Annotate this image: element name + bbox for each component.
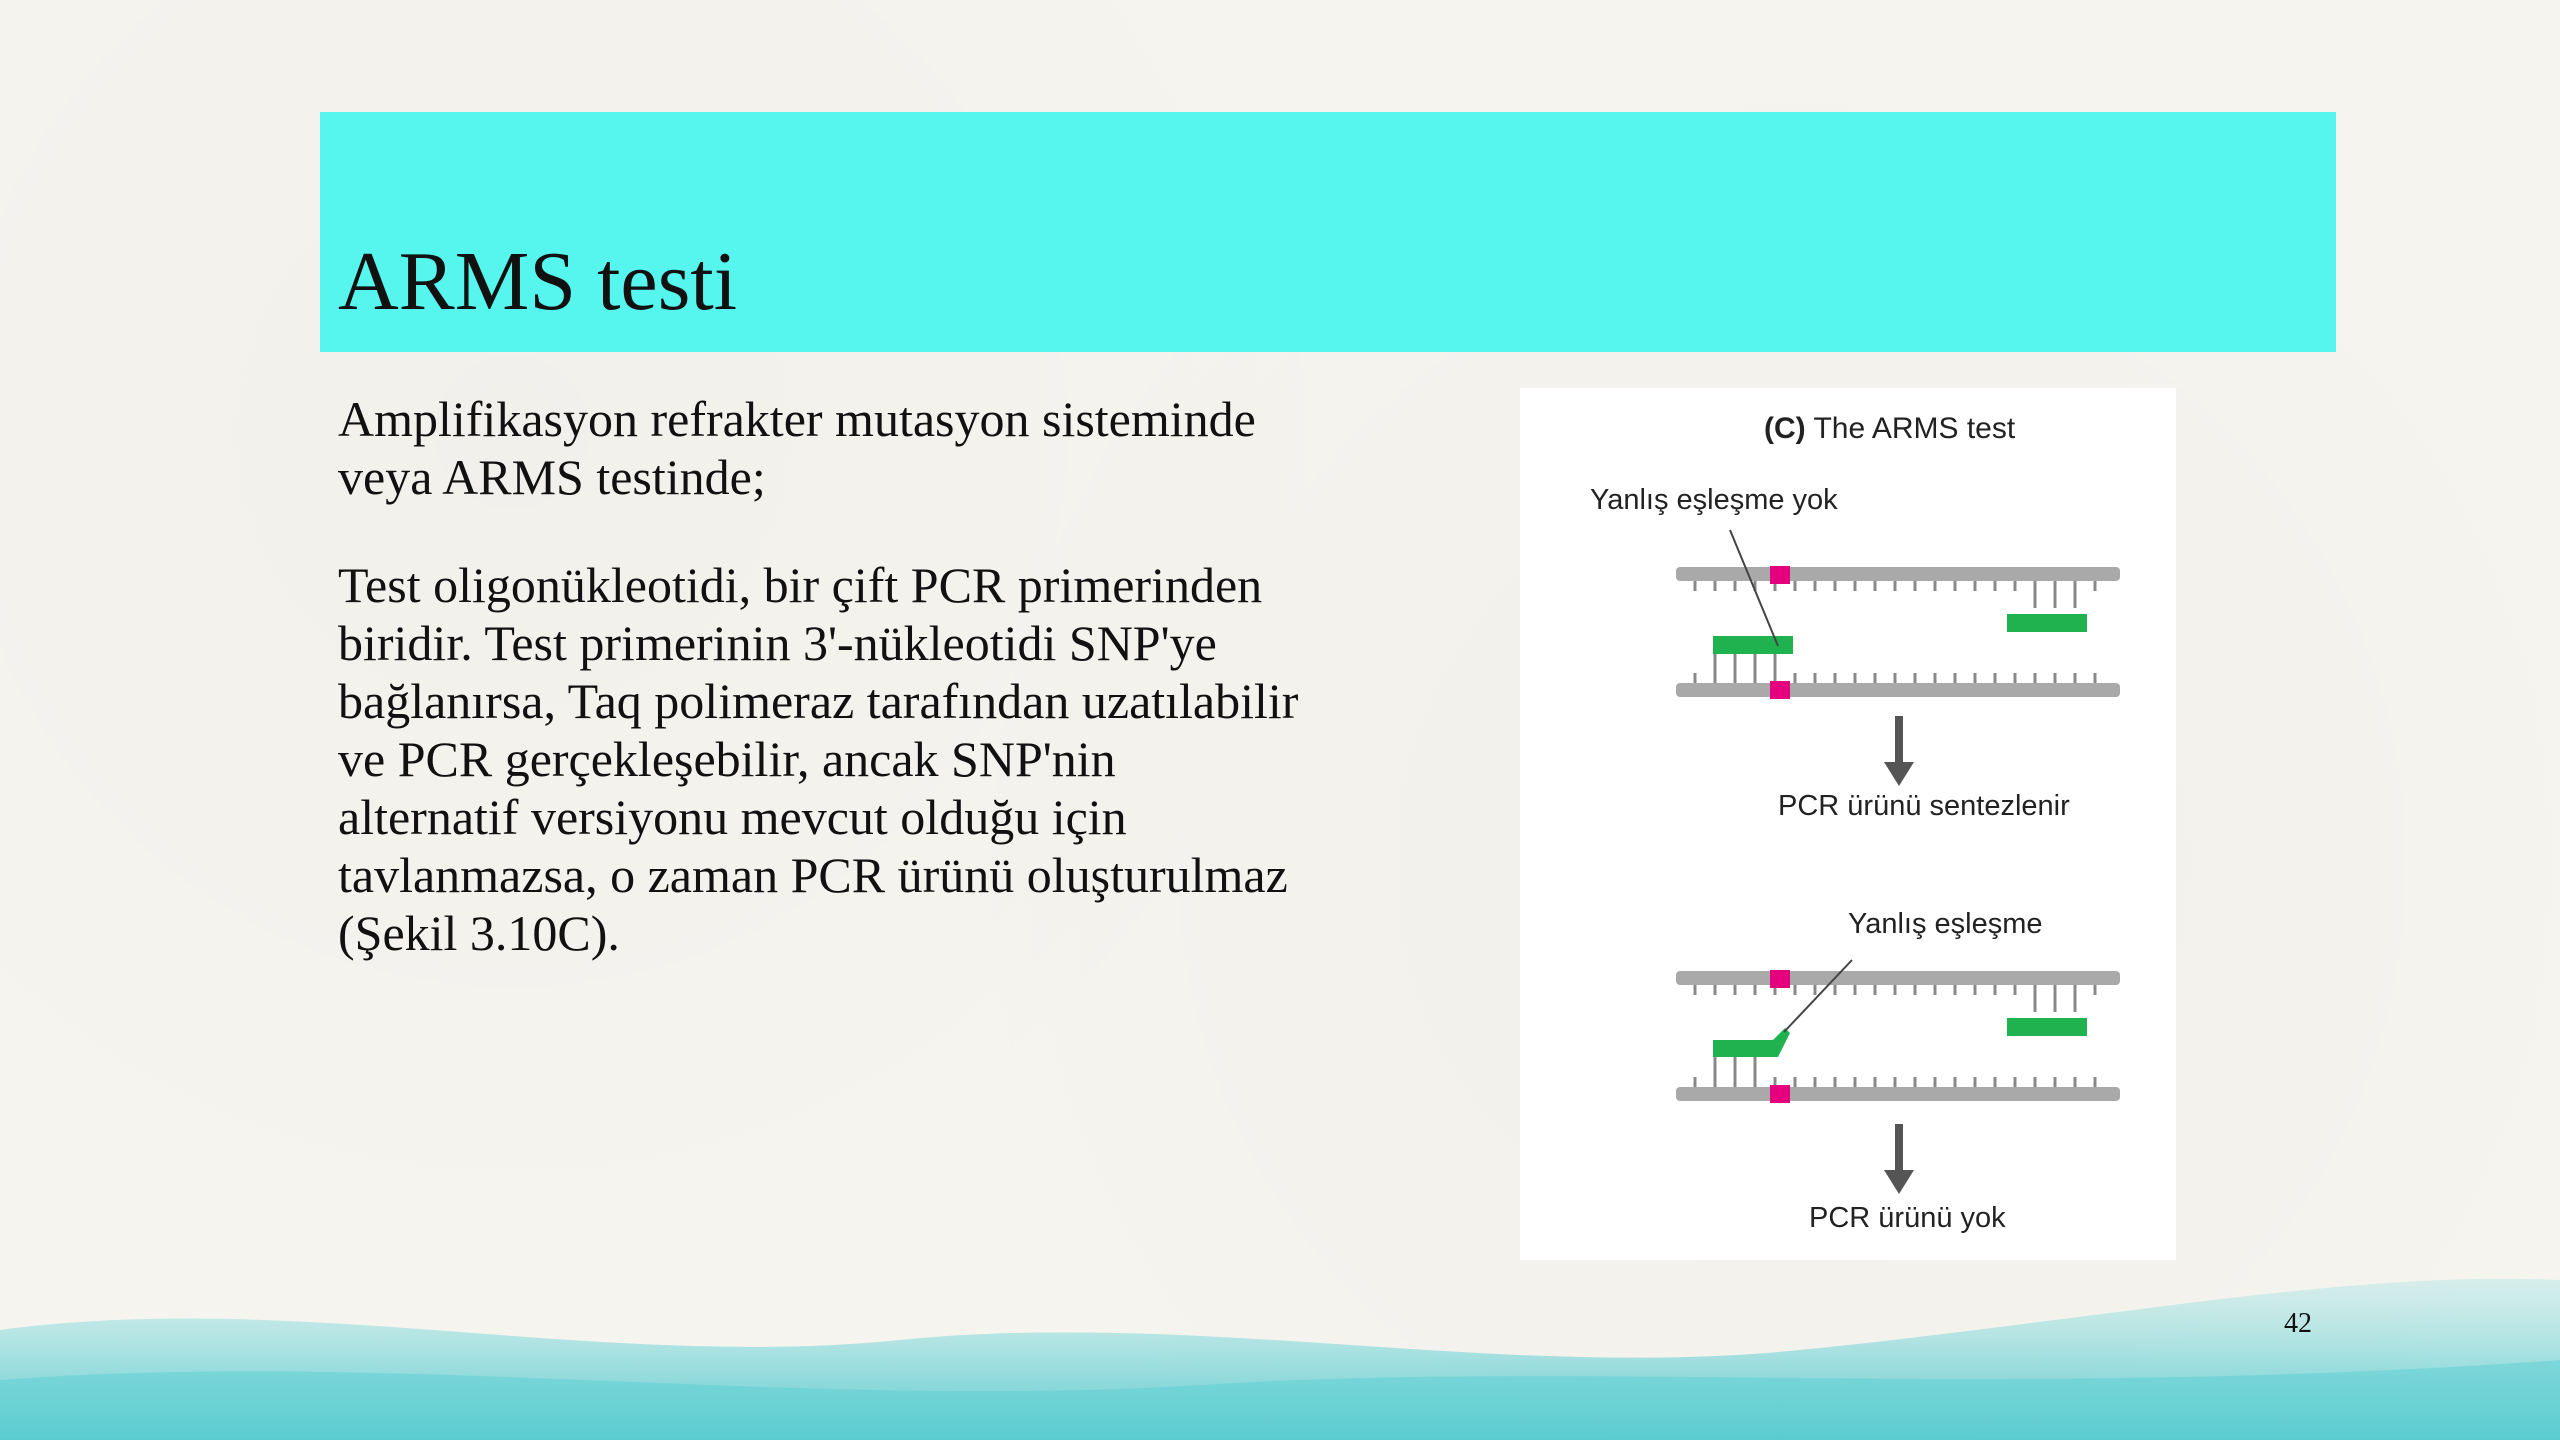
top-dna-diagram bbox=[1676, 530, 2120, 786]
top-strand-upper bbox=[1676, 567, 2120, 581]
bottom-test-primer bbox=[1713, 1028, 1790, 1057]
bottom-snp-marker-upper bbox=[1770, 970, 1790, 988]
arms-test-figure bbox=[1520, 388, 2176, 1260]
top-snp-marker-lower bbox=[1770, 681, 1790, 699]
figure-panel-title: The ARMS test bbox=[1813, 412, 2016, 445]
top-strand-lower bbox=[1676, 683, 2120, 697]
top-case-label: Yanlış eşleşme yok bbox=[1590, 484, 1838, 516]
top-reverse-primer bbox=[2007, 614, 2087, 632]
bottom-result-label: PCR ürünü yok bbox=[1809, 1202, 2006, 1234]
body-text bbox=[338, 390, 1308, 1012]
top-label-pointer bbox=[1730, 530, 1778, 646]
explanation-paragraph: Test oligonükleotidi, bir çift PCR primerinden biridir. Test primerinin 3'-nükleotidi SNP'ye bağlanırsa, Taq polimeraz tarafından uzatılabilir ve PCR gerçekleşebilir, ancak SNP'nin alternatif versiyonu mevcut olduğu için tavlanmazsa, o zaman PCR ürünü oluşturulmaz (Şekil 3.10C). bbox=[338, 557, 1299, 961]
bottom-snp-marker-lower bbox=[1770, 1085, 1790, 1103]
bottom-reverse-primer bbox=[2007, 1018, 2087, 1036]
top-lower-ticks bbox=[1695, 653, 2095, 683]
bottom-dna-diagram bbox=[1676, 960, 2120, 1194]
intro-paragraph: Amplifikasyon refrakter mutasyon sisteminde veya ARMS testinde; bbox=[338, 391, 1256, 505]
top-test-primer bbox=[1713, 636, 1793, 654]
top-upper-ticks bbox=[1695, 581, 2095, 608]
bottom-strand-upper bbox=[1676, 971, 2120, 985]
bottom-upper-ticks bbox=[1695, 985, 2095, 1012]
top-result-label: PCR ürünü sentezlenir bbox=[1778, 790, 2070, 822]
bottom-case-label: Yanlış eşleşme bbox=[1848, 908, 2043, 940]
watercolor-wave-decoration bbox=[0, 1250, 2560, 1440]
bottom-label-pointer bbox=[1784, 960, 1852, 1032]
top-down-arrow bbox=[1884, 716, 1914, 786]
bottom-down-arrow bbox=[1884, 1124, 1914, 1194]
slide-title: ARMS testi bbox=[338, 235, 738, 328]
page-number: 42 bbox=[2284, 1308, 2312, 1339]
bottom-strand-lower bbox=[1676, 1087, 2120, 1101]
figure-panel-letter: (C) bbox=[1764, 412, 1806, 445]
arms-diagram bbox=[1520, 388, 2176, 1260]
bottom-lower-ticks bbox=[1695, 1057, 2095, 1087]
top-snp-marker-upper bbox=[1770, 566, 1790, 584]
